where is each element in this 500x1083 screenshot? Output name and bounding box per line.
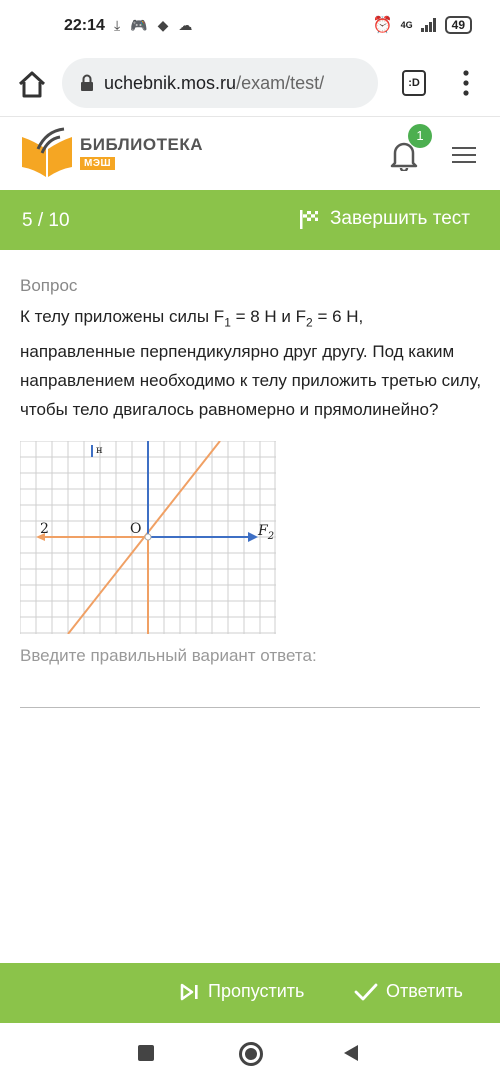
submit-answer-button[interactable] [354, 981, 463, 1002]
origin-point [145, 534, 151, 540]
home-icon[interactable] [14, 66, 50, 102]
skip-button[interactable] [180, 981, 304, 1002]
label-left: 2 [40, 521, 49, 537]
cloud-icon: ☁ [178, 17, 193, 33]
answer-input[interactable] [20, 680, 480, 708]
signal-icon [421, 18, 437, 32]
finish-test-label: Завершить тест [329, 208, 470, 229]
home-circle-icon[interactable] [239, 1042, 263, 1066]
status-bar [0, 0, 500, 52]
label-f2: $F_2$ [258, 523, 275, 542]
recent-apps-icon[interactable] [138, 1045, 154, 1061]
alarm-icon: ⏰ [372, 17, 393, 34]
answer-hint: Введите правильный вариант ответа: [20, 646, 317, 665]
finish-test-button[interactable] [298, 208, 470, 230]
status-system-icons [373, 15, 472, 35]
finish-flag-icon [298, 208, 320, 230]
forces-diagram [20, 441, 276, 634]
url-host: uchebnik.mos.ru [104, 72, 237, 93]
label-origin: O [130, 521, 142, 537]
logo-title: БИБЛИОТЕКА [80, 135, 203, 154]
library-logo-icon[interactable] [20, 127, 74, 179]
status-time: 22:14 [64, 17, 105, 34]
url-text [104, 73, 324, 94]
browser-toolbar [0, 52, 500, 116]
label-top: н [96, 445, 103, 456]
skip-icon [180, 983, 200, 1001]
app-icon: ◆ [157, 17, 169, 33]
lock-icon [80, 74, 94, 92]
question-label: Вопрос [20, 276, 78, 295]
question-counter: 5 / 10 [22, 210, 70, 231]
address-bar[interactable] [62, 58, 378, 108]
download-icon: ⤓ [114, 17, 121, 33]
question-text: К телу приложены силы $F_1 = 8$ Н и $F_2 = 6$ Н, направленные перпендикулярно друг другу. Под каким направлением необходимо к телу приложить третью силу, чтобы тело двигалось равномерно и прямолинейно? [20, 307, 482, 420]
more-options-icon[interactable] [456, 68, 476, 98]
skip-label: Пропустить [208, 981, 305, 1001]
url-path: /exam/test/ [236, 72, 325, 93]
network-type: 4G [400, 20, 413, 30]
battery-indicator: 49 [445, 16, 472, 34]
logo-subtitle: МЭШ [80, 157, 115, 170]
check-icon [354, 982, 378, 1002]
bottom-action-bar [0, 963, 500, 1023]
gamepad-icon: 🎮 [130, 17, 148, 33]
status-notification-icons [114, 17, 192, 34]
question-block [20, 276, 482, 424]
notification-badge: 1 [408, 124, 432, 148]
tab-switcher-button[interactable]: :D [402, 70, 426, 96]
submit-answer-label: Ответить [386, 981, 463, 1001]
back-icon[interactable] [344, 1045, 358, 1061]
test-progress-bar [0, 190, 500, 250]
hamburger-menu-icon[interactable] [452, 147, 476, 165]
system-navigation-bar [0, 1023, 500, 1083]
